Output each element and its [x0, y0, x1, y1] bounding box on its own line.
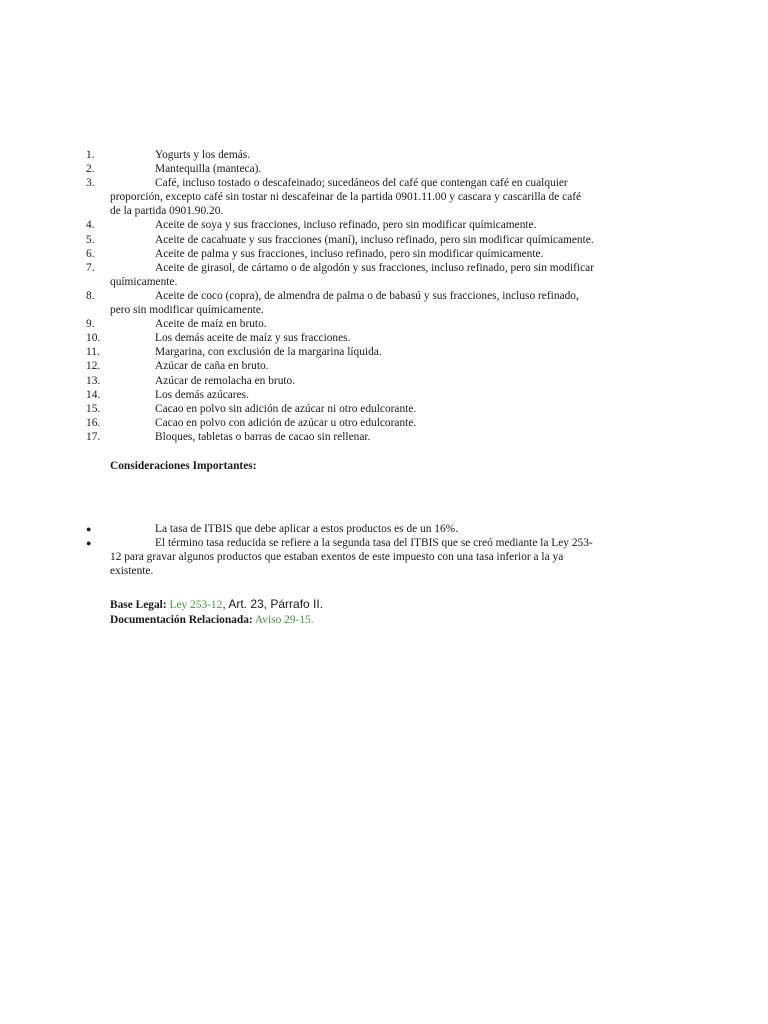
- base-legal-line: [110, 597, 323, 613]
- list-item-continuation: de la partida 0901.90.20.: [110, 205, 224, 218]
- list-item-text: Azúcar de remolacha en bruto.: [155, 374, 296, 387]
- list-item-text: Aceite de maíz en bruto.: [155, 318, 267, 331]
- list-item: [86, 176, 666, 218]
- list-item-text: Azúcar de caña en bruto.: [155, 360, 269, 373]
- list-item: [86, 430, 666, 444]
- list-item-number: 9.: [86, 318, 95, 331]
- list-item-text: Los demás aceite de maíz y sus fracciones.: [155, 332, 351, 345]
- list-item-number: 6.: [86, 247, 95, 260]
- list-item: [86, 289, 666, 317]
- list-item: [86, 416, 666, 430]
- list-item-text: Aceite de soya y sus fracciones, incluso refinado, pero sin modificar químicamente.: [155, 219, 537, 232]
- list-item-text: Aceite de cacahuate y sus fracciones (maní), incluso refinado, pero sin modificar químicamente.: [155, 233, 594, 246]
- list-item-number: 13.: [86, 374, 101, 387]
- list-item-text: Café, incluso tostado o descafeinado; sucedáneos del café que contengan café en cualquier: [155, 177, 568, 190]
- list-item: [86, 247, 666, 261]
- base-legal-detail: , Art. 23, Párrafo II.: [222, 597, 324, 611]
- bullet-icon: ●: [86, 524, 92, 534]
- list-item-number: 5.: [86, 233, 95, 246]
- list-item: [86, 148, 666, 162]
- list-item-number: 1.: [86, 149, 95, 161]
- list-item-text: Los demás azúcares.: [155, 388, 249, 401]
- bullet-text: La tasa de ITBIS que debe aplicar a estos productos es de un 16%.: [155, 523, 459, 535]
- list-item-text: Cacao en polvo con adición de azúcar u otro edulcorante.: [155, 416, 417, 429]
- list-item-number: 11.: [86, 346, 100, 359]
- list-item-text: Bloques, tabletas o barras de cacao sin rellenar.: [155, 430, 371, 443]
- bullet-item: [86, 522, 666, 536]
- list-item: [86, 218, 666, 232]
- doc-related-label: Documentación Relacionada:: [110, 614, 253, 626]
- list-item-number: 10.: [86, 332, 101, 345]
- aviso-link[interactable]: Aviso 29-15.: [254, 614, 314, 626]
- bullet-item: [86, 536, 666, 578]
- list-item-number: 2.: [86, 163, 95, 176]
- product-list: [86, 148, 666, 444]
- list-item: [86, 162, 666, 176]
- list-item-text: Margarina, con exclusión de la margarina líquida.: [155, 346, 382, 359]
- list-item-text: Yogurts y los demás.: [155, 149, 251, 161]
- list-item: [86, 233, 666, 247]
- list-item-continuation: proporción, excepto café sin tostar ni descafeinar de la partida 0901.11.00 y cascara y cascarilla de café: [110, 191, 582, 204]
- list-item-number: 14.: [86, 388, 101, 401]
- list-item-text: Cacao en polvo sin adición de azúcar ni otro edulcorante.: [155, 402, 417, 415]
- doc-related-line: [110, 613, 323, 628]
- list-item-text: Aceite de girasol, de cártamo o de algodón y sus fracciones, incluso refinado, pero sin modificar: [155, 261, 595, 274]
- list-item: [86, 317, 666, 331]
- list-item-number: 8.: [86, 289, 95, 302]
- bullet-continuation: 12 para gravar algunos productos que estaban exentos de este impuesto con una tasa inferior a la ya: [110, 551, 564, 564]
- list-item: [86, 359, 666, 373]
- bullet-continuation: existente.: [110, 565, 154, 578]
- bullet-text: El término tasa reducida se refiere a la segunda tasa del ITBIS que se creó mediante la Ley 253-: [155, 537, 593, 550]
- list-item-number: 15.: [86, 402, 101, 415]
- list-item-number: 7.: [86, 261, 95, 274]
- ley-link[interactable]: Ley 253-12: [169, 599, 223, 611]
- list-item: [86, 261, 666, 289]
- base-legal-label: Base Legal:: [110, 599, 167, 611]
- list-item-text: Aceite de palma y sus fracciones, incluso refinado, pero sin modificar químicamente.: [155, 247, 544, 260]
- list-item: [86, 402, 666, 416]
- list-item: [86, 388, 666, 402]
- list-item-number: 12.: [86, 360, 101, 373]
- considerations-heading: Consideraciones Importantes:: [110, 460, 257, 472]
- list-item-continuation: químicamente.: [110, 275, 178, 288]
- list-item-text: Mantequilla (manteca).: [155, 163, 262, 176]
- list-item-text: Aceite de coco (copra), de almendra de palma o de babasú y sus fracciones, incluso refinado,: [155, 289, 579, 302]
- list-item: [86, 374, 666, 388]
- list-item-number: 4.: [86, 219, 95, 232]
- list-item-number: 16.: [86, 416, 101, 429]
- list-item-number: 17.: [86, 430, 101, 443]
- list-item-number: 3.: [86, 177, 95, 190]
- list-item-continuation: pero sin modificar químicamente.: [110, 304, 264, 317]
- considerations-list: [86, 522, 666, 578]
- bullet-icon: ●: [86, 538, 92, 549]
- list-item: [86, 345, 666, 359]
- legal-section: [110, 597, 323, 628]
- list-item: [86, 331, 666, 345]
